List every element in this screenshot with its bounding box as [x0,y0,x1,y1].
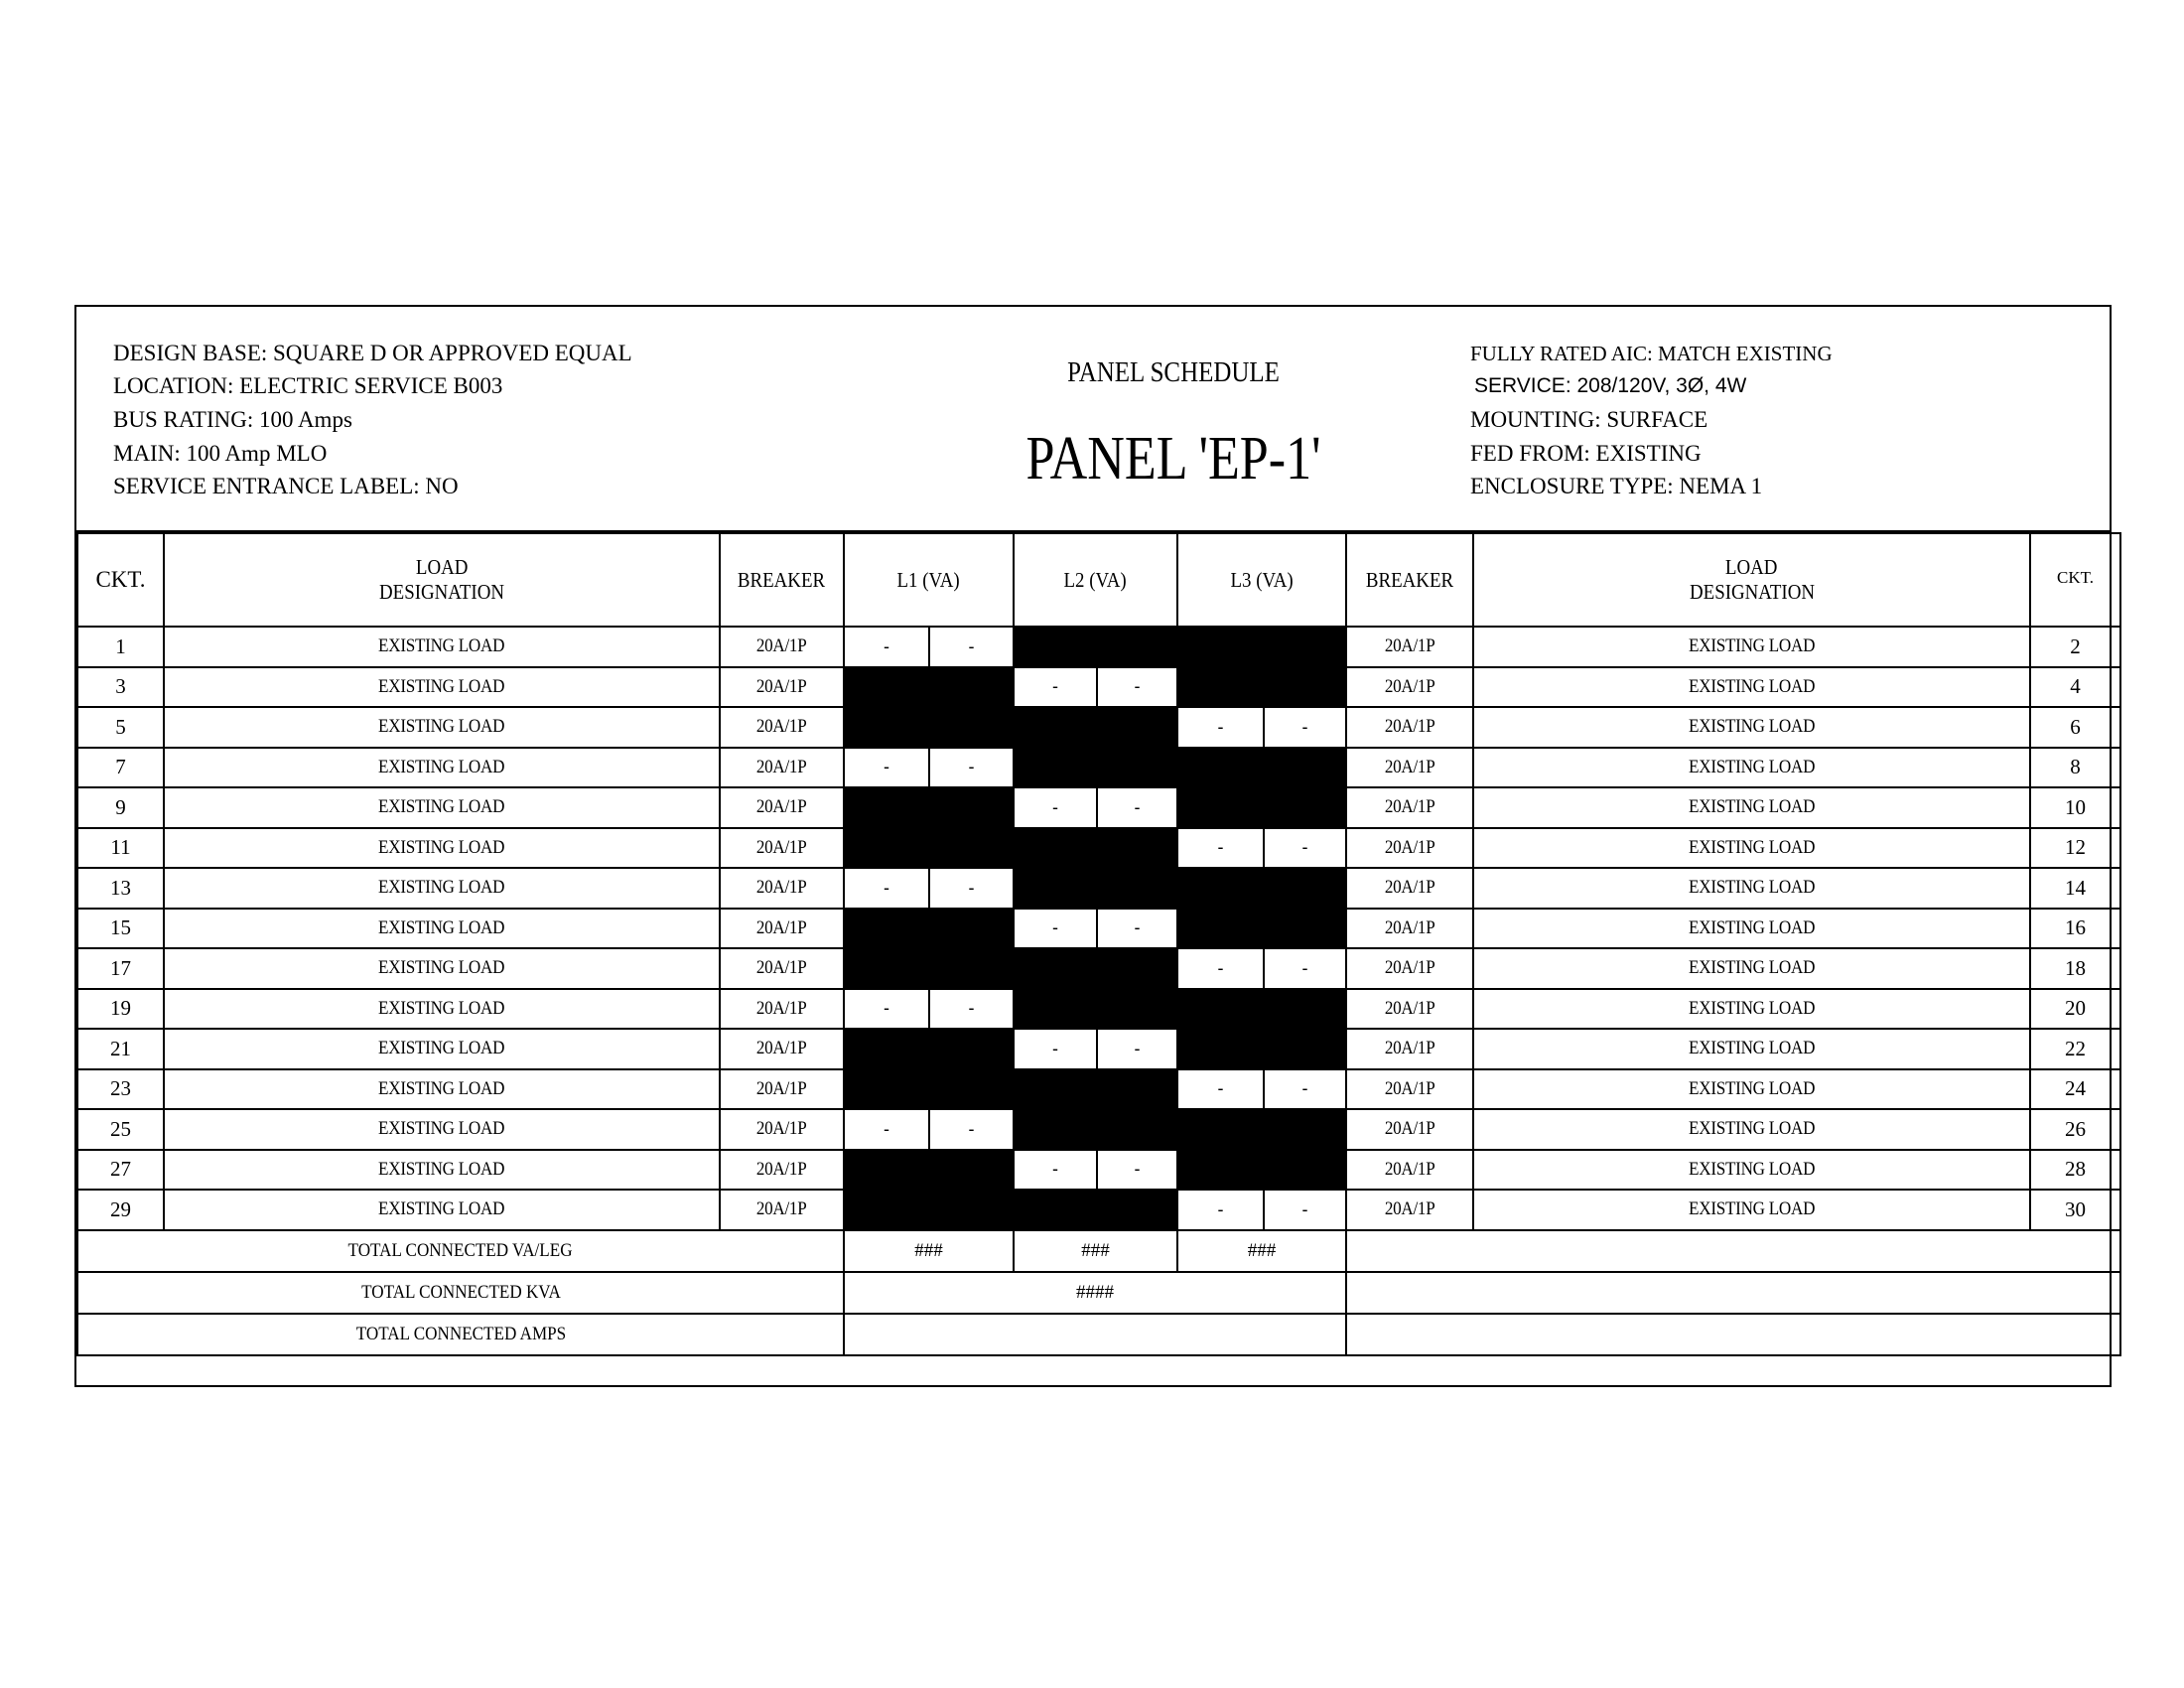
breaker-right [1346,909,1473,949]
l2-blocked-cell [1014,748,1177,788]
load-designation-right [1473,707,2030,748]
circuit-number-right: 20 [2030,989,2120,1030]
breaker-left [720,1190,844,1230]
circuit-number-left: 27 [77,1150,164,1191]
l3-blocked-cell [1177,868,1346,909]
load-designation-left [164,1029,720,1069]
l2-blocked-cell [1014,707,1177,748]
load-designation-left [164,1190,720,1230]
l1-va-b: - [929,989,1014,1030]
load-designation-right-text: EXISTING LOAD [1688,916,1816,938]
load-designation-left-text: EXISTING LOAD [378,957,505,979]
circuit-number-right: 6 [2030,707,2120,748]
circuit-number-right: 10 [2030,787,2120,828]
breaker-right-text: 20A/1P [1384,1038,1435,1059]
load-designation-left-text: EXISTING LOAD [378,716,505,738]
load-designation-right [1473,1029,2030,1069]
breaker-left-text: 20A/1P [756,957,807,979]
total-amps-label [77,1314,844,1355]
l3-blocked-cell [1177,787,1346,828]
service-voltage: SERVICE: 208/120V, 3Ø, 4W [1474,374,1747,397]
circuit-number-right: 22 [2030,1029,2120,1069]
circuit-number-left: 15 [77,909,164,949]
load-designation-right [1473,748,2030,788]
panel-schedule-sheet [74,305,2112,1387]
circuit-number-left: 21 [77,1029,164,1069]
breaker-left-text: 20A/1P [756,1198,807,1220]
l1-blocked-cell [844,787,1014,828]
load-designation-right-text: EXISTING LOAD [1688,877,1816,899]
total-va-l2: ### [1014,1230,1177,1272]
load-designation-left [164,748,720,788]
table-row [77,828,2120,869]
l2-va-b: - [1097,1029,1177,1069]
l1-va-a: - [844,989,929,1030]
total-amps-label-text: TOTAL CONNECTED AMPS [355,1323,566,1344]
breaker-right-text: 20A/1P [1384,836,1435,858]
circuit-number-left: 25 [77,1109,164,1150]
l1-blocked-cell [844,1150,1014,1191]
circuit-number-right: 2 [2030,627,2120,667]
load-designation-right-text: EXISTING LOAD [1688,1038,1816,1059]
load-designation-left [164,868,720,909]
circuit-number-right: 12 [2030,828,2120,869]
breaker-right-header-text: BREAKER [1365,567,1454,592]
load-designation-right-text: EXISTING LOAD [1688,1198,1816,1220]
breaker-right-text: 20A/1P [1384,997,1435,1019]
circuit-number-right: 26 [2030,1109,2120,1150]
load-right-header-line2: DESIGNATION [1689,580,1815,604]
breaker-left-text: 20A/1P [756,836,807,858]
l2-blocked-cell [1014,948,1177,989]
enclosure-type: ENCLOSURE TYPE: NEMA 1 [1470,474,1763,498]
table-row [77,627,2120,667]
breaker-right-text: 20A/1P [1384,756,1435,777]
circuit-number-right: 24 [2030,1069,2120,1110]
l2-blocked-cell [1014,1109,1177,1150]
breaker-right-text: 20A/1P [1384,675,1435,697]
breaker-left [720,1150,844,1191]
breaker-left-text: 20A/1P [756,1118,807,1140]
circuit-number-left: 1 [77,627,164,667]
load-designation-left-text: EXISTING LOAD [378,1118,505,1140]
table-row [77,1029,2120,1069]
l3-blocked-cell [1177,1150,1346,1191]
l1-header-text: L1 (VA) [896,567,961,592]
load-designation-right [1473,1069,2030,1110]
l1-va-a: - [844,627,929,667]
breaker-right [1346,1109,1473,1150]
circuit-number-right: 14 [2030,868,2120,909]
total-va-leg-row [77,1230,2120,1272]
l2-va-a: - [1014,1150,1097,1191]
breaker-left [720,828,844,869]
table-row [77,989,2120,1030]
breaker-left-text: 20A/1P [756,796,807,818]
l2-va-b: - [1097,787,1177,828]
breaker-right-text: 20A/1P [1384,716,1435,738]
total-va-leg-label [77,1230,844,1272]
circuit-number-left: 11 [77,828,164,869]
breaker-right [1346,1190,1473,1230]
load-designation-left-text: EXISTING LOAD [378,756,505,777]
design-base: DESIGN BASE: SQUARE D OR APPROVED EQUAL [113,341,632,365]
total-kva-blank [1346,1272,2120,1314]
total-kva-value: #### [844,1272,1346,1314]
breaker-left [720,707,844,748]
l1-blocked-cell [844,1029,1014,1069]
l1-va-b: - [929,627,1014,667]
total-kva-row [77,1272,2120,1314]
circuit-number-left: 23 [77,1069,164,1110]
l3-va-b: - [1264,828,1346,869]
l1-blocked-cell [844,707,1014,748]
load-designation-right-text: EXISTING LOAD [1688,796,1816,818]
breaker-right-text: 20A/1P [1384,957,1435,979]
load-designation-left [164,1109,720,1150]
load-right-header-line1: LOAD [1725,555,1778,579]
total-amps-blank [1346,1314,2120,1355]
total-kva-label-text: TOTAL CONNECTED KVA [360,1281,561,1303]
breaker-right-text: 20A/1P [1384,1158,1435,1180]
bus-rating: BUS RATING: 100 Amps [113,407,352,432]
l3-blocked-cell [1177,627,1346,667]
panel-schedule-title: PANEL SCHEDULE [1067,356,1280,388]
load-designation-left [164,989,720,1030]
breaker-right [1346,1029,1473,1069]
service-entrance-label: SERVICE ENTRANCE LABEL: NO [113,474,459,498]
table-row [77,909,2120,949]
breaker-left-text: 20A/1P [756,675,807,697]
l3-blocked-cell [1177,748,1346,788]
fed-from: FED FROM: EXISTING [1470,441,1702,466]
load-designation-right [1473,948,2030,989]
breaker-right [1346,748,1473,788]
load-designation-left-text: EXISTING LOAD [378,997,505,1019]
load-right-header [1473,533,2030,627]
breaker-left-header-text: BREAKER [738,567,826,592]
breaker-right-text: 20A/1P [1384,1198,1435,1220]
load-designation-left [164,1150,720,1191]
breaker-right [1346,1069,1473,1110]
table-row [77,1069,2120,1110]
circuit-number-right: 30 [2030,1190,2120,1230]
l1-blocked-cell [844,948,1014,989]
circuit-number-right: 16 [2030,909,2120,949]
l2-va-b: - [1097,1150,1177,1191]
l1-va-a: - [844,868,929,909]
total-va-leg-label-text: TOTAL CONNECTED VA/LEG [347,1239,573,1261]
load-designation-left-text: EXISTING LOAD [378,635,505,657]
l3-va-b: - [1264,1190,1346,1230]
breaker-left [720,909,844,949]
breaker-left [720,948,844,989]
l3-va-a: - [1177,707,1264,748]
l2-blocked-cell [1014,627,1177,667]
table-row [77,787,2120,828]
breaker-right-text: 20A/1P [1384,1077,1435,1099]
breaker-left [720,1029,844,1069]
load-designation-right [1473,909,2030,949]
total-va-l1: ### [844,1230,1014,1272]
load-designation-right-text: EXISTING LOAD [1688,716,1816,738]
breaker-right [1346,868,1473,909]
load-designation-right-text: EXISTING LOAD [1688,997,1816,1019]
load-designation-left-text: EXISTING LOAD [378,1158,505,1180]
load-designation-left-text: EXISTING LOAD [378,675,505,697]
l1-header [844,533,1014,627]
l2-va-a: - [1014,787,1097,828]
load-designation-left [164,787,720,828]
load-designation-left [164,948,720,989]
table-row [77,868,2120,909]
circuit-number-left: 13 [77,868,164,909]
table-row [77,667,2120,708]
l1-va-a: - [844,1109,929,1150]
location: LOCATION: ELECTRIC SERVICE B003 [113,373,503,398]
breaker-left-text: 20A/1P [756,877,807,899]
load-left-header [164,533,720,627]
l3-blocked-cell [1177,1109,1346,1150]
load-designation-left-text: EXISTING LOAD [378,836,505,858]
circuit-number-right: 8 [2030,748,2120,788]
l2-va-a: - [1014,909,1097,949]
circuit-number-right: 4 [2030,667,2120,708]
breaker-right-text: 20A/1P [1384,635,1435,657]
l2-blocked-cell [1014,868,1177,909]
load-designation-left-text: EXISTING LOAD [378,1198,505,1220]
load-designation-right [1473,828,2030,869]
breaker-left [720,627,844,667]
load-designation-left-text: EXISTING LOAD [378,1077,505,1099]
total-amps-value [844,1314,1346,1355]
breaker-right-text: 20A/1P [1384,796,1435,818]
l1-blocked-cell [844,1069,1014,1110]
l2-header [1014,533,1177,627]
load-designation-left-text: EXISTING LOAD [378,1038,505,1059]
breaker-left [720,868,844,909]
l3-va-b: - [1264,707,1346,748]
circuit-number-right: 28 [2030,1150,2120,1191]
l3-va-b: - [1264,1069,1346,1110]
load-designation-right [1473,989,2030,1030]
l3-va-a: - [1177,1190,1264,1230]
circuit-number-left: 5 [77,707,164,748]
load-designation-left-text: EXISTING LOAD [378,877,505,899]
breaker-right [1346,948,1473,989]
mounting: MOUNTING: SURFACE [1470,407,1708,432]
load-designation-left [164,828,720,869]
circuit-number-left: 7 [77,748,164,788]
breaker-left-header [720,533,844,627]
breaker-left [720,1069,844,1110]
l2-va-a: - [1014,667,1097,708]
l3-va-a: - [1177,1069,1264,1110]
table-row [77,707,2120,748]
breaker-right-header [1346,533,1473,627]
load-designation-right-text: EXISTING LOAD [1688,756,1816,777]
l1-blocked-cell [844,1190,1014,1230]
breaker-left [720,667,844,708]
breaker-right [1346,1150,1473,1191]
table-row [77,1190,2120,1230]
l1-blocked-cell [844,909,1014,949]
breaker-right [1346,667,1473,708]
load-designation-right [1473,1150,2030,1191]
load-designation-left [164,667,720,708]
total-kva-label [77,1272,844,1314]
load-designation-left [164,627,720,667]
circuit-number-left: 17 [77,948,164,989]
load-designation-right-text: EXISTING LOAD [1688,836,1816,858]
panel-name: PANEL 'EP-1' [1025,425,1321,492]
breaker-right [1346,828,1473,869]
l1-blocked-cell [844,828,1014,869]
load-designation-right [1473,1190,2030,1230]
l3-va-a: - [1177,828,1264,869]
breaker-left [720,1109,844,1150]
breaker-right-text: 20A/1P [1384,877,1435,899]
load-designation-left [164,1069,720,1110]
load-designation-right-text: EXISTING LOAD [1688,635,1816,657]
l2-blocked-cell [1014,989,1177,1030]
circuit-table [76,532,2121,1356]
load-designation-right [1473,868,2030,909]
total-amps-row [77,1314,2120,1355]
l2-blocked-cell [1014,1190,1177,1230]
l3-blocked-cell [1177,989,1346,1030]
l1-va-a: - [844,748,929,788]
breaker-right-text: 20A/1P [1384,916,1435,938]
load-left-header-line2: DESIGNATION [379,580,504,604]
load-designation-right-text: EXISTING LOAD [1688,1118,1816,1140]
table-row [77,1150,2120,1191]
circuit-number-left: 29 [77,1190,164,1230]
breaker-left-text: 20A/1P [756,997,807,1019]
breaker-left-text: 20A/1P [756,1077,807,1099]
l3-blocked-cell [1177,1029,1346,1069]
l1-va-b: - [929,1109,1014,1150]
circuit-number-left: 3 [77,667,164,708]
load-designation-right-text: EXISTING LOAD [1688,1077,1816,1099]
breaker-left [720,748,844,788]
table-row [77,748,2120,788]
circuit-number-left: 9 [77,787,164,828]
load-designation-right-text: EXISTING LOAD [1688,957,1816,979]
l3-blocked-cell [1177,909,1346,949]
breaker-right [1346,787,1473,828]
column-header-row [77,533,2120,627]
breaker-right [1346,627,1473,667]
l3-header-text: L3 (VA) [1230,567,1294,592]
l2-blocked-cell [1014,1069,1177,1110]
l1-blocked-cell [844,667,1014,708]
load-designation-left [164,707,720,748]
table-row [77,948,2120,989]
breaker-left [720,787,844,828]
breaker-left-text: 20A/1P [756,916,807,938]
fully-rated-aic: FULLY RATED AIC: MATCH EXISTING [1470,342,1833,365]
l2-va-b: - [1097,909,1177,949]
breaker-right [1346,989,1473,1030]
circuit-number-right: 18 [2030,948,2120,989]
l2-va-a: - [1014,1029,1097,1069]
breaker-left-text: 20A/1P [756,635,807,657]
l1-va-b: - [929,868,1014,909]
ckt-right-header: CKT. [2030,533,2120,627]
l3-va-a: - [1177,948,1264,989]
ckt-left-header: CKT. [77,533,164,627]
breaker-right [1346,707,1473,748]
breaker-left-text: 20A/1P [756,1038,807,1059]
l2-blocked-cell [1014,828,1177,869]
load-designation-left-text: EXISTING LOAD [378,796,505,818]
load-left-header-line1: LOAD [415,555,469,579]
total-va-leg-blank [1346,1230,2120,1272]
breaker-left-text: 20A/1P [756,1158,807,1180]
breaker-left-text: 20A/1P [756,756,807,777]
l2-va-b: - [1097,667,1177,708]
load-designation-right-text: EXISTING LOAD [1688,675,1816,697]
table-row [77,1109,2120,1150]
breaker-left [720,989,844,1030]
title-block [950,307,1397,532]
load-designation-left [164,909,720,949]
l3-header [1177,533,1346,627]
circuit-number-left: 19 [77,989,164,1030]
schedule-header [76,307,2110,532]
load-designation-right-text: EXISTING LOAD [1688,1158,1816,1180]
load-designation-right [1473,627,2030,667]
l3-blocked-cell [1177,667,1346,708]
breaker-right-text: 20A/1P [1384,1118,1435,1140]
main-rating: MAIN: 100 Amp MLO [113,441,328,466]
total-va-l3: ### [1177,1230,1346,1272]
load-designation-right [1473,787,2030,828]
l1-va-b: - [929,748,1014,788]
breaker-left-text: 20A/1P [756,716,807,738]
load-designation-right [1473,667,2030,708]
load-designation-right [1473,1109,2030,1150]
l2-header-text: L2 (VA) [1063,567,1128,592]
load-designation-left-text: EXISTING LOAD [378,916,505,938]
l3-va-b: - [1264,948,1346,989]
